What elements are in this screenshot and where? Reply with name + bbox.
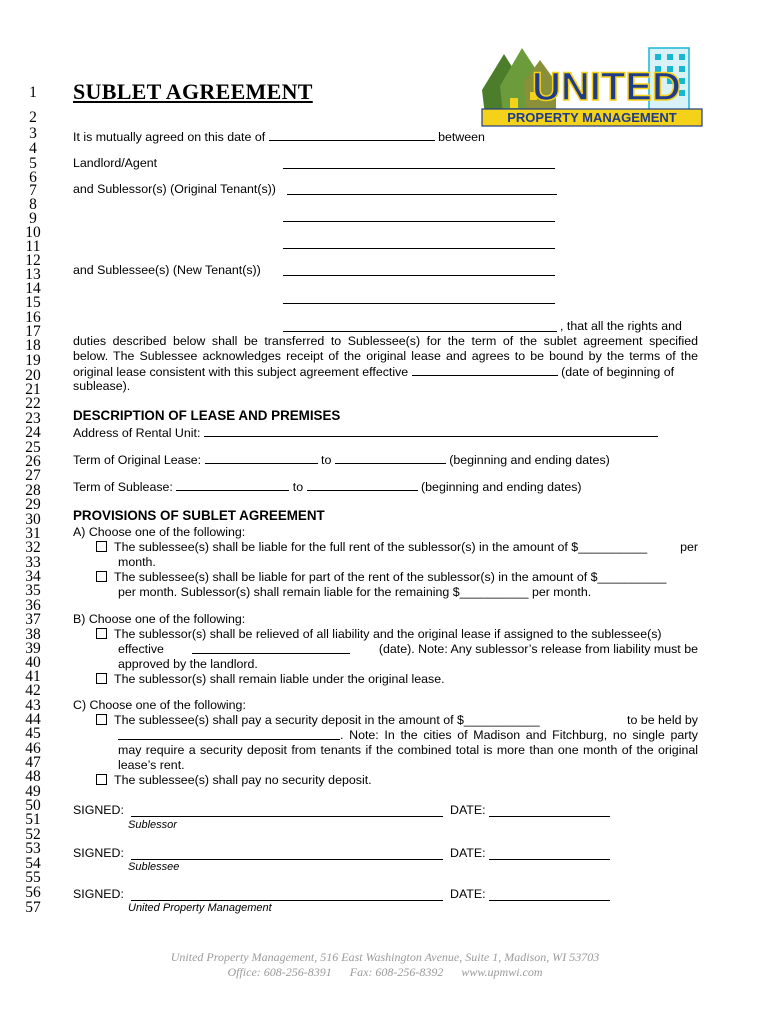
provisions-heading: PROVISIONS OF SUBLET AGREEMENT (73, 508, 325, 523)
line-number: 52 (25, 826, 41, 843)
line-number: 24 (25, 424, 41, 441)
madison-note: . Note: In the cities of Madison and Fitchburg, no single party (340, 728, 698, 742)
footer-contact: Office: 608-256-8391 Fax: 608-256-8392 www.upmwi.com (227, 965, 543, 979)
line-number: 41 (25, 668, 41, 685)
line-number: 40 (25, 654, 41, 671)
option-a2-text: The sublessee(s) shall be liable for part of the rent of the sublessor(s) in the amount of $__________ (114, 570, 667, 584)
line-number: 37 (25, 611, 41, 628)
option-c1-cont3: lease’s rent. (118, 758, 185, 772)
option-c1-cont (118, 729, 698, 741)
line-number: 14 (25, 280, 41, 297)
original-term-label: Term of Original Lease: (73, 453, 202, 467)
line-number: 50 (25, 797, 41, 814)
option-b1-cont (118, 643, 698, 655)
page-title: SUBLET AGREEMENT (73, 79, 313, 104)
line-number: 36 (25, 597, 41, 614)
signature-blank-sublessee[interactable] (131, 859, 443, 860)
sublease-end-blank[interactable] (307, 480, 418, 491)
line-number: 11 (25, 238, 41, 255)
original-start-blank[interactable] (205, 453, 318, 464)
line-number: 13 (25, 266, 41, 283)
option-b1-checkbox[interactable] (96, 628, 107, 639)
signer-upm: United Property Management (128, 902, 272, 914)
line-number: 2 (29, 109, 37, 126)
dates-note: (beginning and ending dates) (449, 453, 610, 467)
logo-wordmark: UNITED (532, 65, 681, 109)
sublessor-blank-2[interactable] (283, 221, 555, 222)
original-term-line (73, 453, 610, 466)
sublease-term-label: Term of Sublease: (73, 480, 173, 494)
held-by-blank[interactable] (118, 729, 340, 740)
line-number: 55 (25, 869, 41, 886)
line-number: 38 (25, 626, 41, 643)
beginning-text: (date of beginning of (561, 365, 675, 379)
option-a1-checkbox[interactable] (96, 541, 107, 552)
line-number: 5 (29, 155, 37, 172)
line-number: 44 (25, 711, 41, 728)
sublessor-blank-3[interactable] (283, 248, 555, 249)
footer-address: United Property Management, 516 East Washington Avenue, Suite 1, Madison, WI 53703 (170, 950, 600, 964)
option-a2 (96, 571, 666, 583)
line-number: 45 (25, 725, 41, 742)
line-number: 46 (25, 740, 41, 757)
sublessee-blank-1[interactable] (283, 275, 555, 276)
sublease-term-line (73, 480, 582, 493)
line-number: 10 (25, 224, 41, 241)
line-number: 35 (25, 582, 41, 599)
line-number: 57 (25, 899, 41, 916)
line-number: 49 (25, 783, 41, 800)
logo-graphic (474, 42, 704, 128)
to-label: to (292, 480, 304, 494)
line-number: 17 (25, 323, 41, 340)
option-b1-cont2: approved by the landlord. (118, 657, 258, 671)
option-a1-per: per (680, 540, 698, 554)
option-b1 (96, 628, 662, 640)
option-a2-checkbox[interactable] (96, 571, 107, 582)
transfer-line-18: duties described below shall be transferred to Sublessee(s) for the term of the sublet agreement specified (73, 334, 698, 348)
date-blank-sublessor[interactable] (489, 816, 610, 817)
sublessee-blank-3[interactable] (283, 331, 557, 332)
option-b2 (96, 673, 445, 685)
line-number: 9 (29, 210, 37, 227)
line-number: 43 (25, 697, 41, 714)
line-number: 27 (25, 467, 41, 484)
address-label: Address of Rental Unit: (73, 426, 201, 440)
line-number: 32 (25, 539, 41, 556)
line-number: 56 (25, 884, 41, 901)
line-number: 51 (25, 811, 41, 828)
line-number: 7 (29, 182, 37, 199)
line-number: 31 (25, 525, 41, 542)
line-number: 19 (25, 352, 41, 369)
line-number: 15 (25, 294, 41, 311)
option-c1-cont2: may require a security deposit from tenants if the combined total is more than one month of the original (118, 743, 698, 757)
line-number: 21 (25, 381, 41, 398)
line-number: 47 (25, 754, 41, 771)
line-number: 4 (29, 140, 37, 157)
option-c1-held: to be held by (627, 713, 698, 727)
line-number: 29 (25, 496, 41, 513)
sublessor-blank-1[interactable] (287, 194, 557, 195)
option-c1-text: The sublessee(s) shall pay a security deposit in the amount of $___________ (114, 713, 540, 727)
option-b2-text: The sublessor(s) shall remain liable under the original lease. (114, 672, 445, 686)
option-a1 (96, 541, 698, 553)
section-c-label: C) Choose one of the following: (73, 698, 246, 712)
sublessee-blank-2[interactable] (283, 303, 555, 304)
line-number: 33 (25, 554, 41, 571)
line-number: 54 (25, 855, 41, 872)
line-number: 23 (25, 410, 41, 427)
option-c1 (96, 714, 698, 726)
agreed-prefix: It is mutually agreed on this date of (73, 130, 266, 144)
line-number: 26 (25, 453, 41, 470)
sublease-start-blank[interactable] (176, 480, 289, 491)
logo-tagline: PROPERTY MANAGEMENT (507, 110, 677, 125)
line-number: 22 (25, 395, 41, 412)
line-number: 39 (25, 640, 41, 657)
date-blank-sublessee[interactable] (489, 859, 610, 860)
date-label: DATE: (450, 887, 486, 901)
line-number: 42 (25, 682, 41, 699)
signed-label: SIGNED: (73, 846, 124, 860)
transfer-line-21: sublease). (73, 379, 131, 393)
sublessor-label: and Sublessor(s) (Original Tenant(s)) (73, 182, 276, 196)
line-number: 16 (25, 309, 41, 326)
line-number: 3 (29, 125, 37, 142)
line-number: 34 (25, 568, 41, 585)
line-number: 20 (25, 367, 41, 384)
line-number: 18 (25, 337, 41, 354)
transfer-line-20 (73, 365, 698, 378)
date-blank-upm[interactable] (489, 900, 610, 901)
transfer-line-17: , that all the rights and (560, 319, 682, 333)
option-a1-text: The sublessee(s) shall be liable for the full rent of the sublessor(s) in the amount of $__________ (114, 540, 648, 554)
signature-blank-upm[interactable] (131, 900, 443, 901)
signed-label: SIGNED: (73, 803, 124, 817)
landlord-label: Landlord/Agent (73, 156, 158, 170)
section-a-label: A) Choose one of the following: (73, 525, 246, 539)
option-c2-text: The sublessee(s) shall pay no security deposit. (114, 773, 372, 787)
section-b-label: B) Choose one of the following: (73, 612, 246, 626)
signer-sublessor: Sublessor (128, 819, 177, 831)
option-b1-text: The sublessor(s) shall be relieved of all liability and the original lease if assigned to the sublessee(s) (114, 627, 662, 641)
dates-note: (beginning and ending dates) (421, 480, 582, 494)
line-number: 6 (29, 169, 37, 186)
signer-sublessee: Sublessee (128, 861, 180, 873)
option-c2 (96, 774, 372, 786)
lease-heading: DESCRIPTION OF LEASE AND PREMISES (73, 408, 341, 423)
release-note: (date). Note: Any sublessor’s release from liability must be (378, 642, 698, 656)
option-b2-checkbox[interactable] (96, 673, 107, 684)
company-logo (474, 42, 704, 128)
to-label: to (321, 453, 332, 467)
line-number: 53 (25, 840, 41, 857)
line-number: 1 (29, 84, 37, 101)
signed-label: SIGNED: (73, 887, 124, 901)
original-end-blank[interactable] (335, 453, 446, 464)
line-number: 48 (25, 768, 41, 785)
date-label: DATE: (450, 803, 486, 817)
sublessee-label: and Sublessee(s) (New Tenant(s)) (73, 263, 261, 277)
signature-blank-sublessor[interactable] (131, 816, 443, 817)
option-c2-checkbox[interactable] (96, 774, 107, 785)
release-date-blank[interactable] (192, 643, 350, 654)
transfer-line-19: below. The Sublessee acknowledges receipt of the original lease and agrees to be bound by the terms of the (73, 349, 698, 363)
option-a1-cont: month. (118, 555, 156, 569)
landlord-blank[interactable] (283, 168, 555, 169)
effective-text: original lease consistent with this subject agreement effective (73, 365, 409, 379)
effective-date-blank[interactable] (412, 365, 558, 376)
agreement-date-blank[interactable] (269, 130, 435, 141)
line-number: 12 (25, 252, 41, 269)
agreed-suffix: between (438, 130, 485, 144)
date-label: DATE: (450, 846, 486, 860)
agreement-date-line (73, 130, 485, 143)
line-number: 28 (25, 482, 41, 499)
line-number: 25 (25, 439, 41, 456)
option-c1-checkbox[interactable] (96, 714, 107, 725)
line-number: 8 (29, 196, 37, 213)
line-number: 30 (25, 511, 41, 528)
address-line (73, 426, 658, 439)
option-a2-cont: per month. Sublessor(s) shall remain liable for the remaining $__________ per month. (118, 585, 592, 599)
effective-label: effective (118, 642, 164, 656)
address-blank[interactable] (204, 426, 658, 437)
